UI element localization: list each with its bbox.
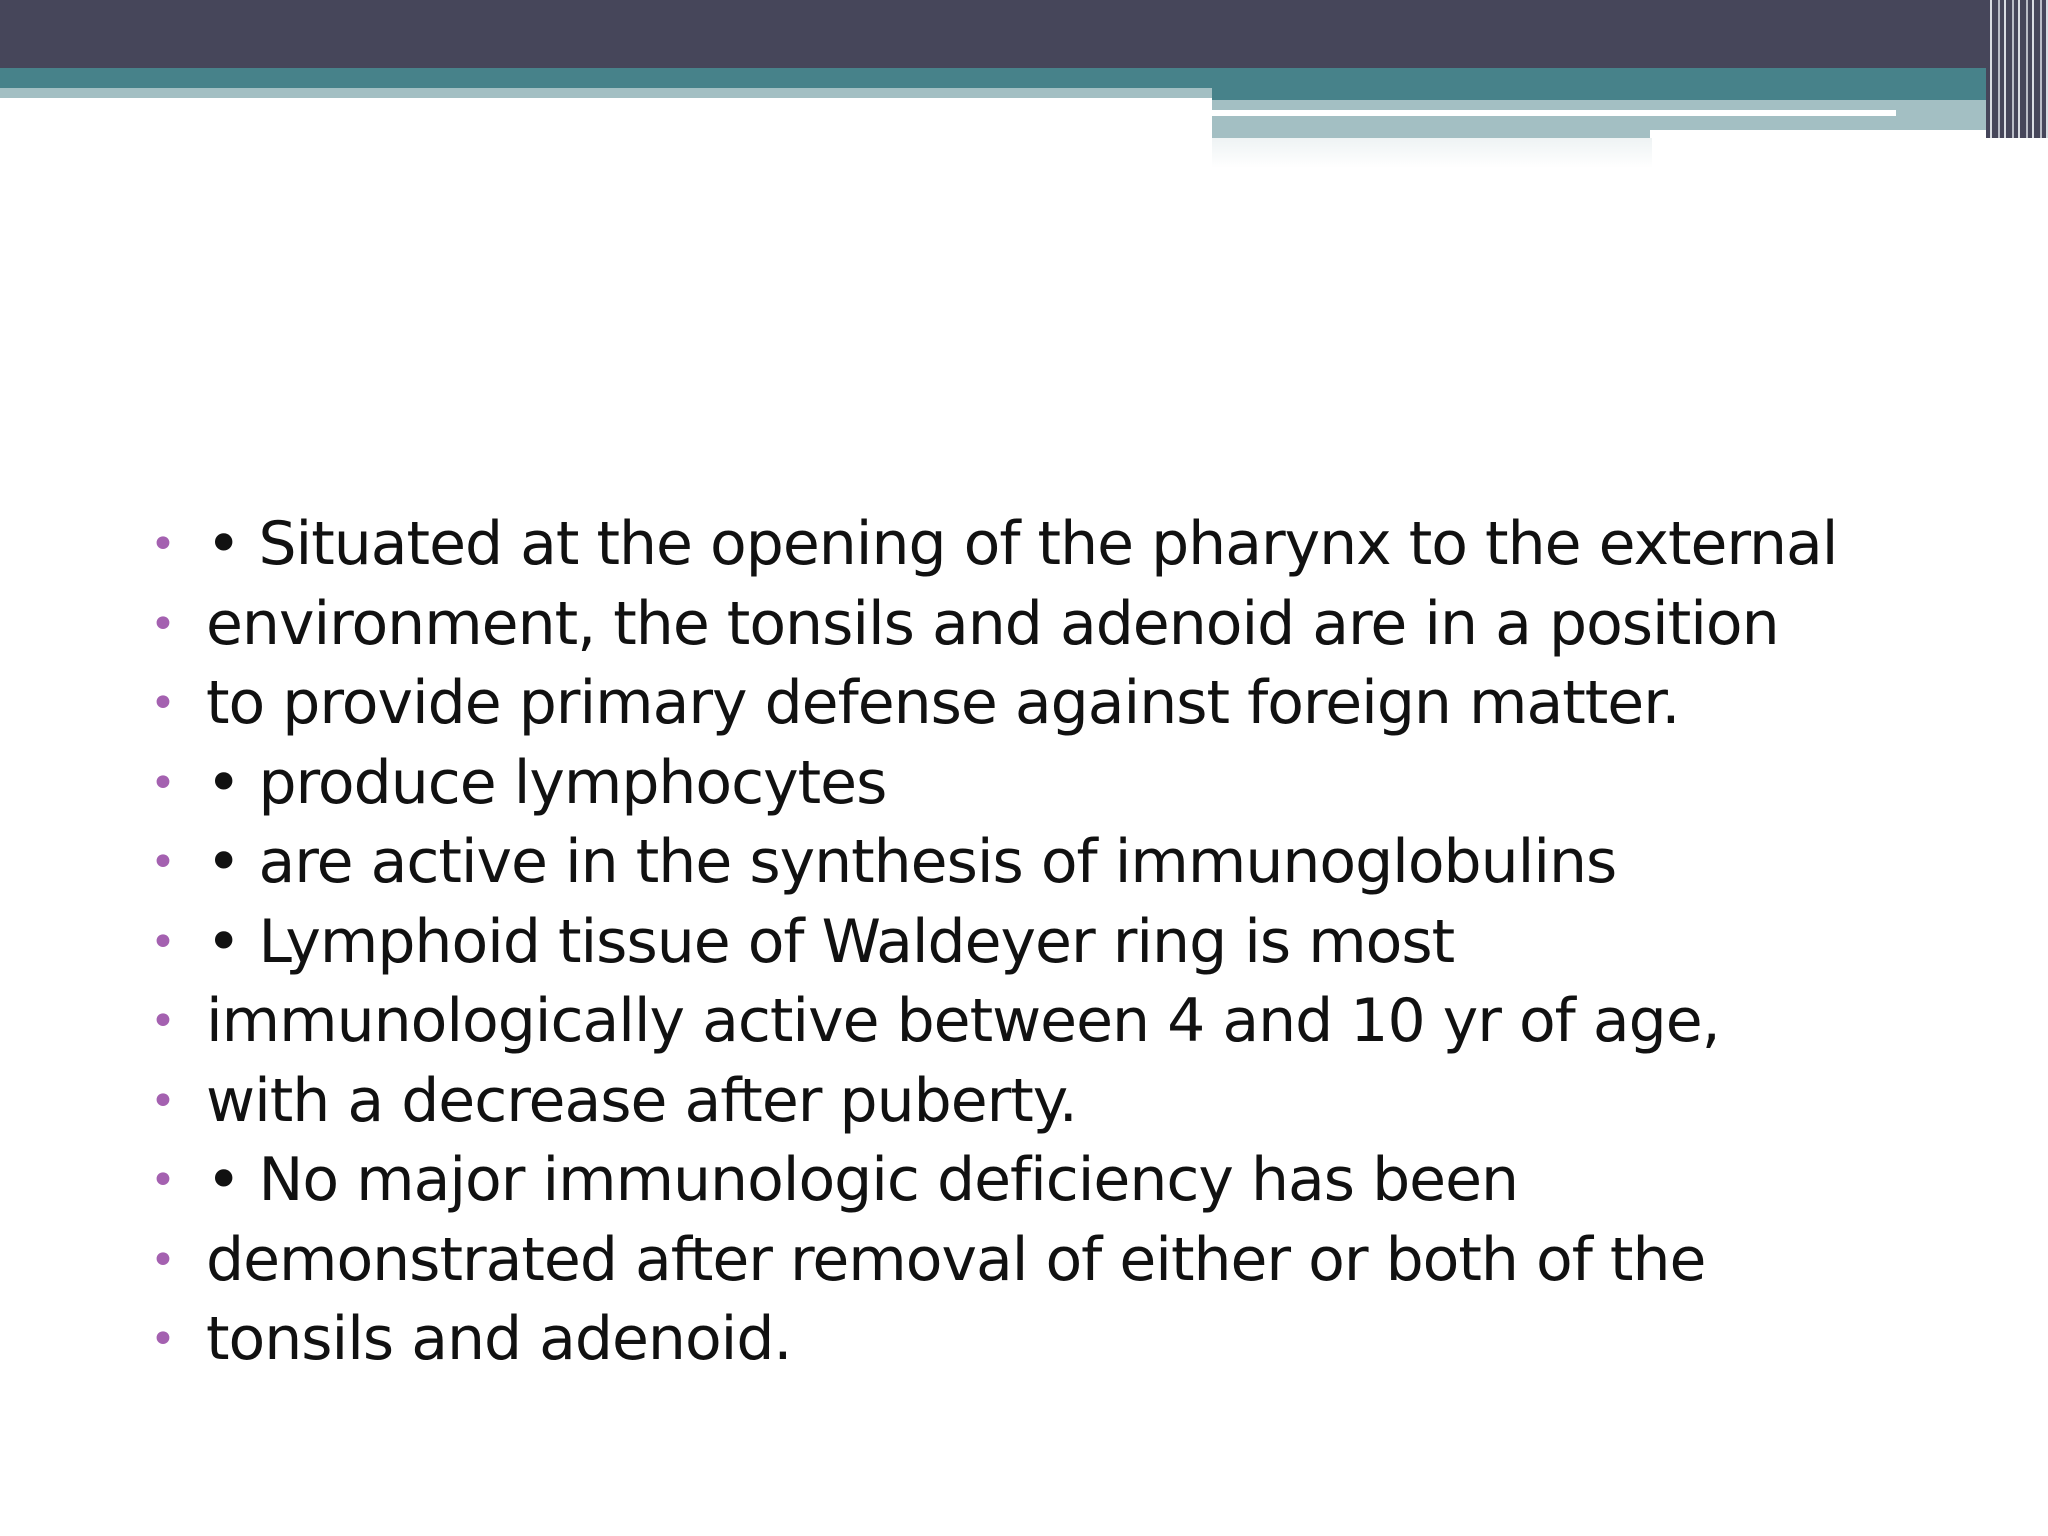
bullet-icon: • (150, 519, 176, 570)
list-item (150, 664, 1990, 744)
bullet-icon: • (150, 678, 176, 729)
bullet-icon: • (150, 837, 176, 888)
bullet-icon: • (150, 1075, 176, 1127)
bullet-icon: • (150, 916, 176, 968)
header-white-line (1212, 110, 1896, 116)
header-white-block (1650, 130, 2000, 140)
bullet-icon: • (150, 996, 176, 1047)
header-teal-band (0, 68, 1212, 88)
list-item (150, 903, 1990, 983)
list-item-text: environment, the tonsils and adenoid are in a position (206, 588, 1779, 659)
list-item-text: immunologically active between 4 and 10 yr of age, (206, 986, 1720, 1056)
bullet-icon: • (150, 1155, 176, 1206)
list-item (150, 823, 1990, 903)
list-item-text: • Situated at the opening of the pharynx to the external (206, 509, 1838, 579)
list-item-text: • No major immunologic deficiency has been (206, 1145, 1519, 1215)
bullet-icon: • (150, 598, 176, 650)
bullet-icon: • (150, 1314, 176, 1365)
list-item-text: demonstrated after removal of either or both of the (206, 1224, 1706, 1295)
header-right-teal-band (1212, 68, 2000, 100)
header-fade (1212, 138, 1652, 168)
header-dark-band (0, 0, 2000, 68)
edge-stripes (1986, 0, 2048, 138)
list-item (150, 1141, 1990, 1221)
bullet-list (150, 505, 1990, 1380)
list-item (150, 585, 1990, 665)
list-item (150, 982, 1990, 1062)
header-light-teal-band (0, 88, 1212, 98)
list-item-text: tonsils and adenoid. (206, 1304, 792, 1374)
list-item-text: to provide primary defense against foreign matter. (206, 668, 1680, 738)
bullet-icon: • (150, 757, 176, 809)
list-item-text: • are active in the synthesis of immunoglobulins (206, 827, 1617, 897)
list-item (150, 1300, 1990, 1380)
list-item-text: with a decrease after puberty. (206, 1065, 1077, 1136)
list-item (150, 1062, 1990, 1142)
list-item (150, 1221, 1990, 1301)
list-item (150, 744, 1990, 824)
list-item-text: • produce lymphocytes (206, 747, 887, 818)
bullet-icon: • (150, 1234, 176, 1286)
list-item (150, 505, 1990, 585)
list-item-text: • Lymphoid tissue of Waldeyer ring is most (206, 906, 1455, 977)
